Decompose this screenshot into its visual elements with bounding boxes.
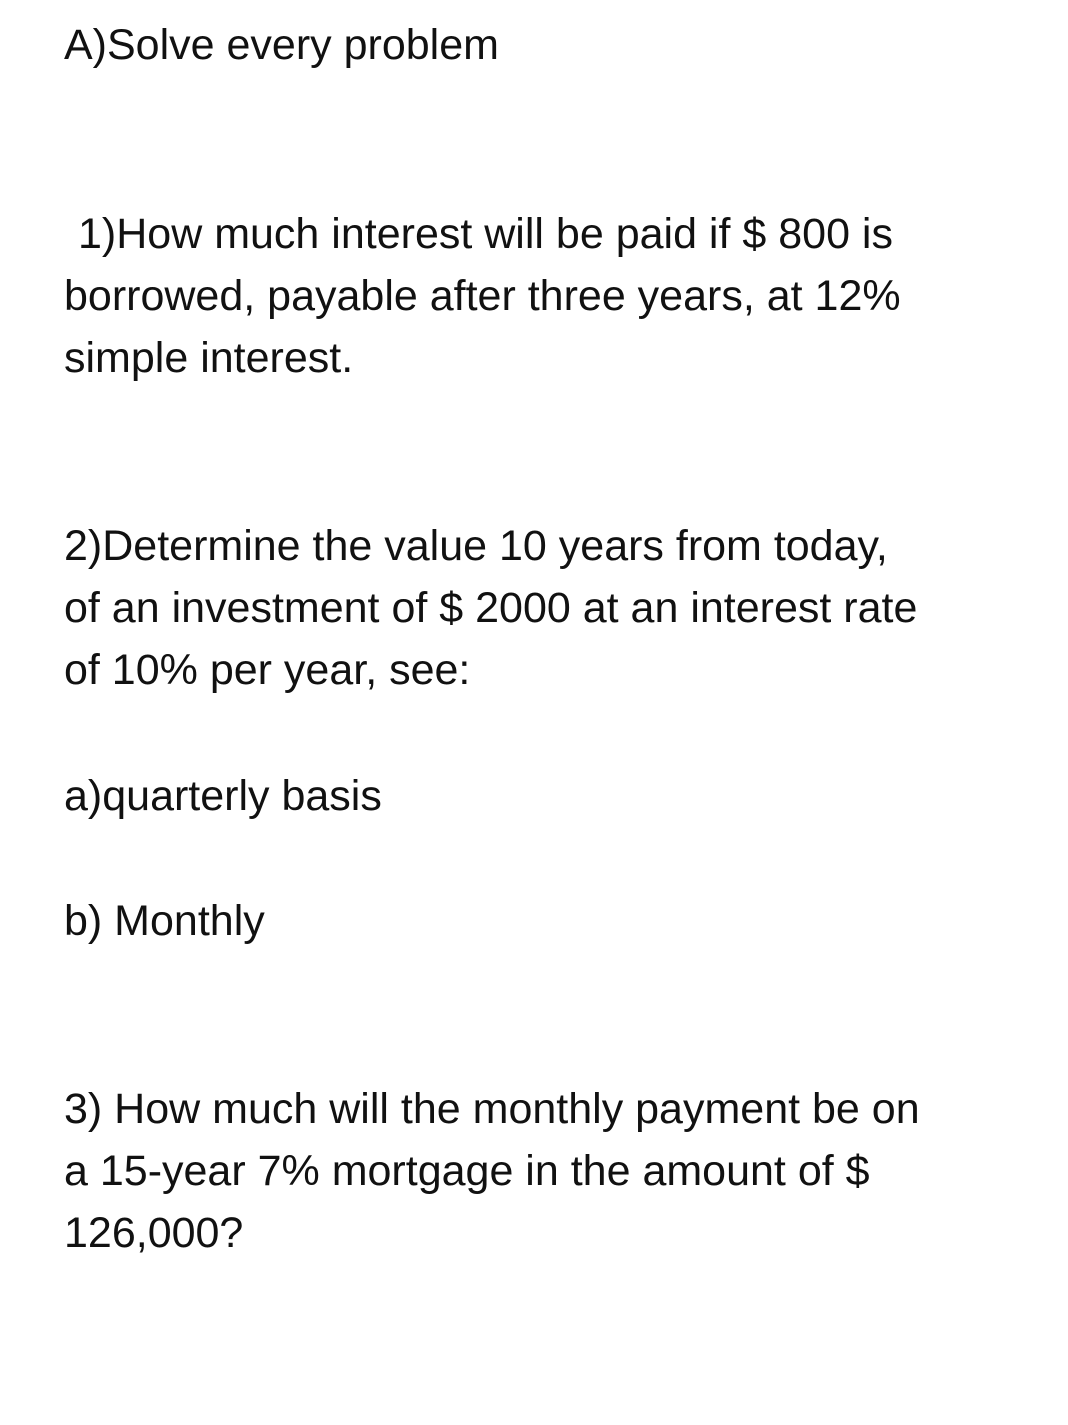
problem-1-line-1: 1)How much interest will be paid if $ 800 is bbox=[78, 210, 893, 258]
problem-3-line-3: 126,000? bbox=[64, 1209, 244, 1257]
problem-2-line-3: of 10% per year, see: bbox=[64, 646, 471, 694]
section-heading: A)Solve every problem bbox=[64, 21, 499, 69]
problem-3-line-1: 3) How much will the monthly payment be on bbox=[64, 1085, 920, 1133]
problem-1-line-2: borrowed, payable after three years, at 12% bbox=[64, 272, 901, 320]
problem-1-line-3: simple interest. bbox=[64, 334, 354, 382]
problem-2-option-b: b) Monthly bbox=[64, 897, 265, 945]
problem-2-option-a: a)quarterly basis bbox=[64, 772, 382, 820]
problem-2-line-2: of an investment of $ 2000 at an interest rate bbox=[64, 584, 918, 632]
problem-2-line-1: 2)Determine the value 10 years from today, bbox=[64, 522, 888, 570]
problem-3-line-2: a 15-year 7% mortgage in the amount of $ bbox=[64, 1147, 870, 1195]
